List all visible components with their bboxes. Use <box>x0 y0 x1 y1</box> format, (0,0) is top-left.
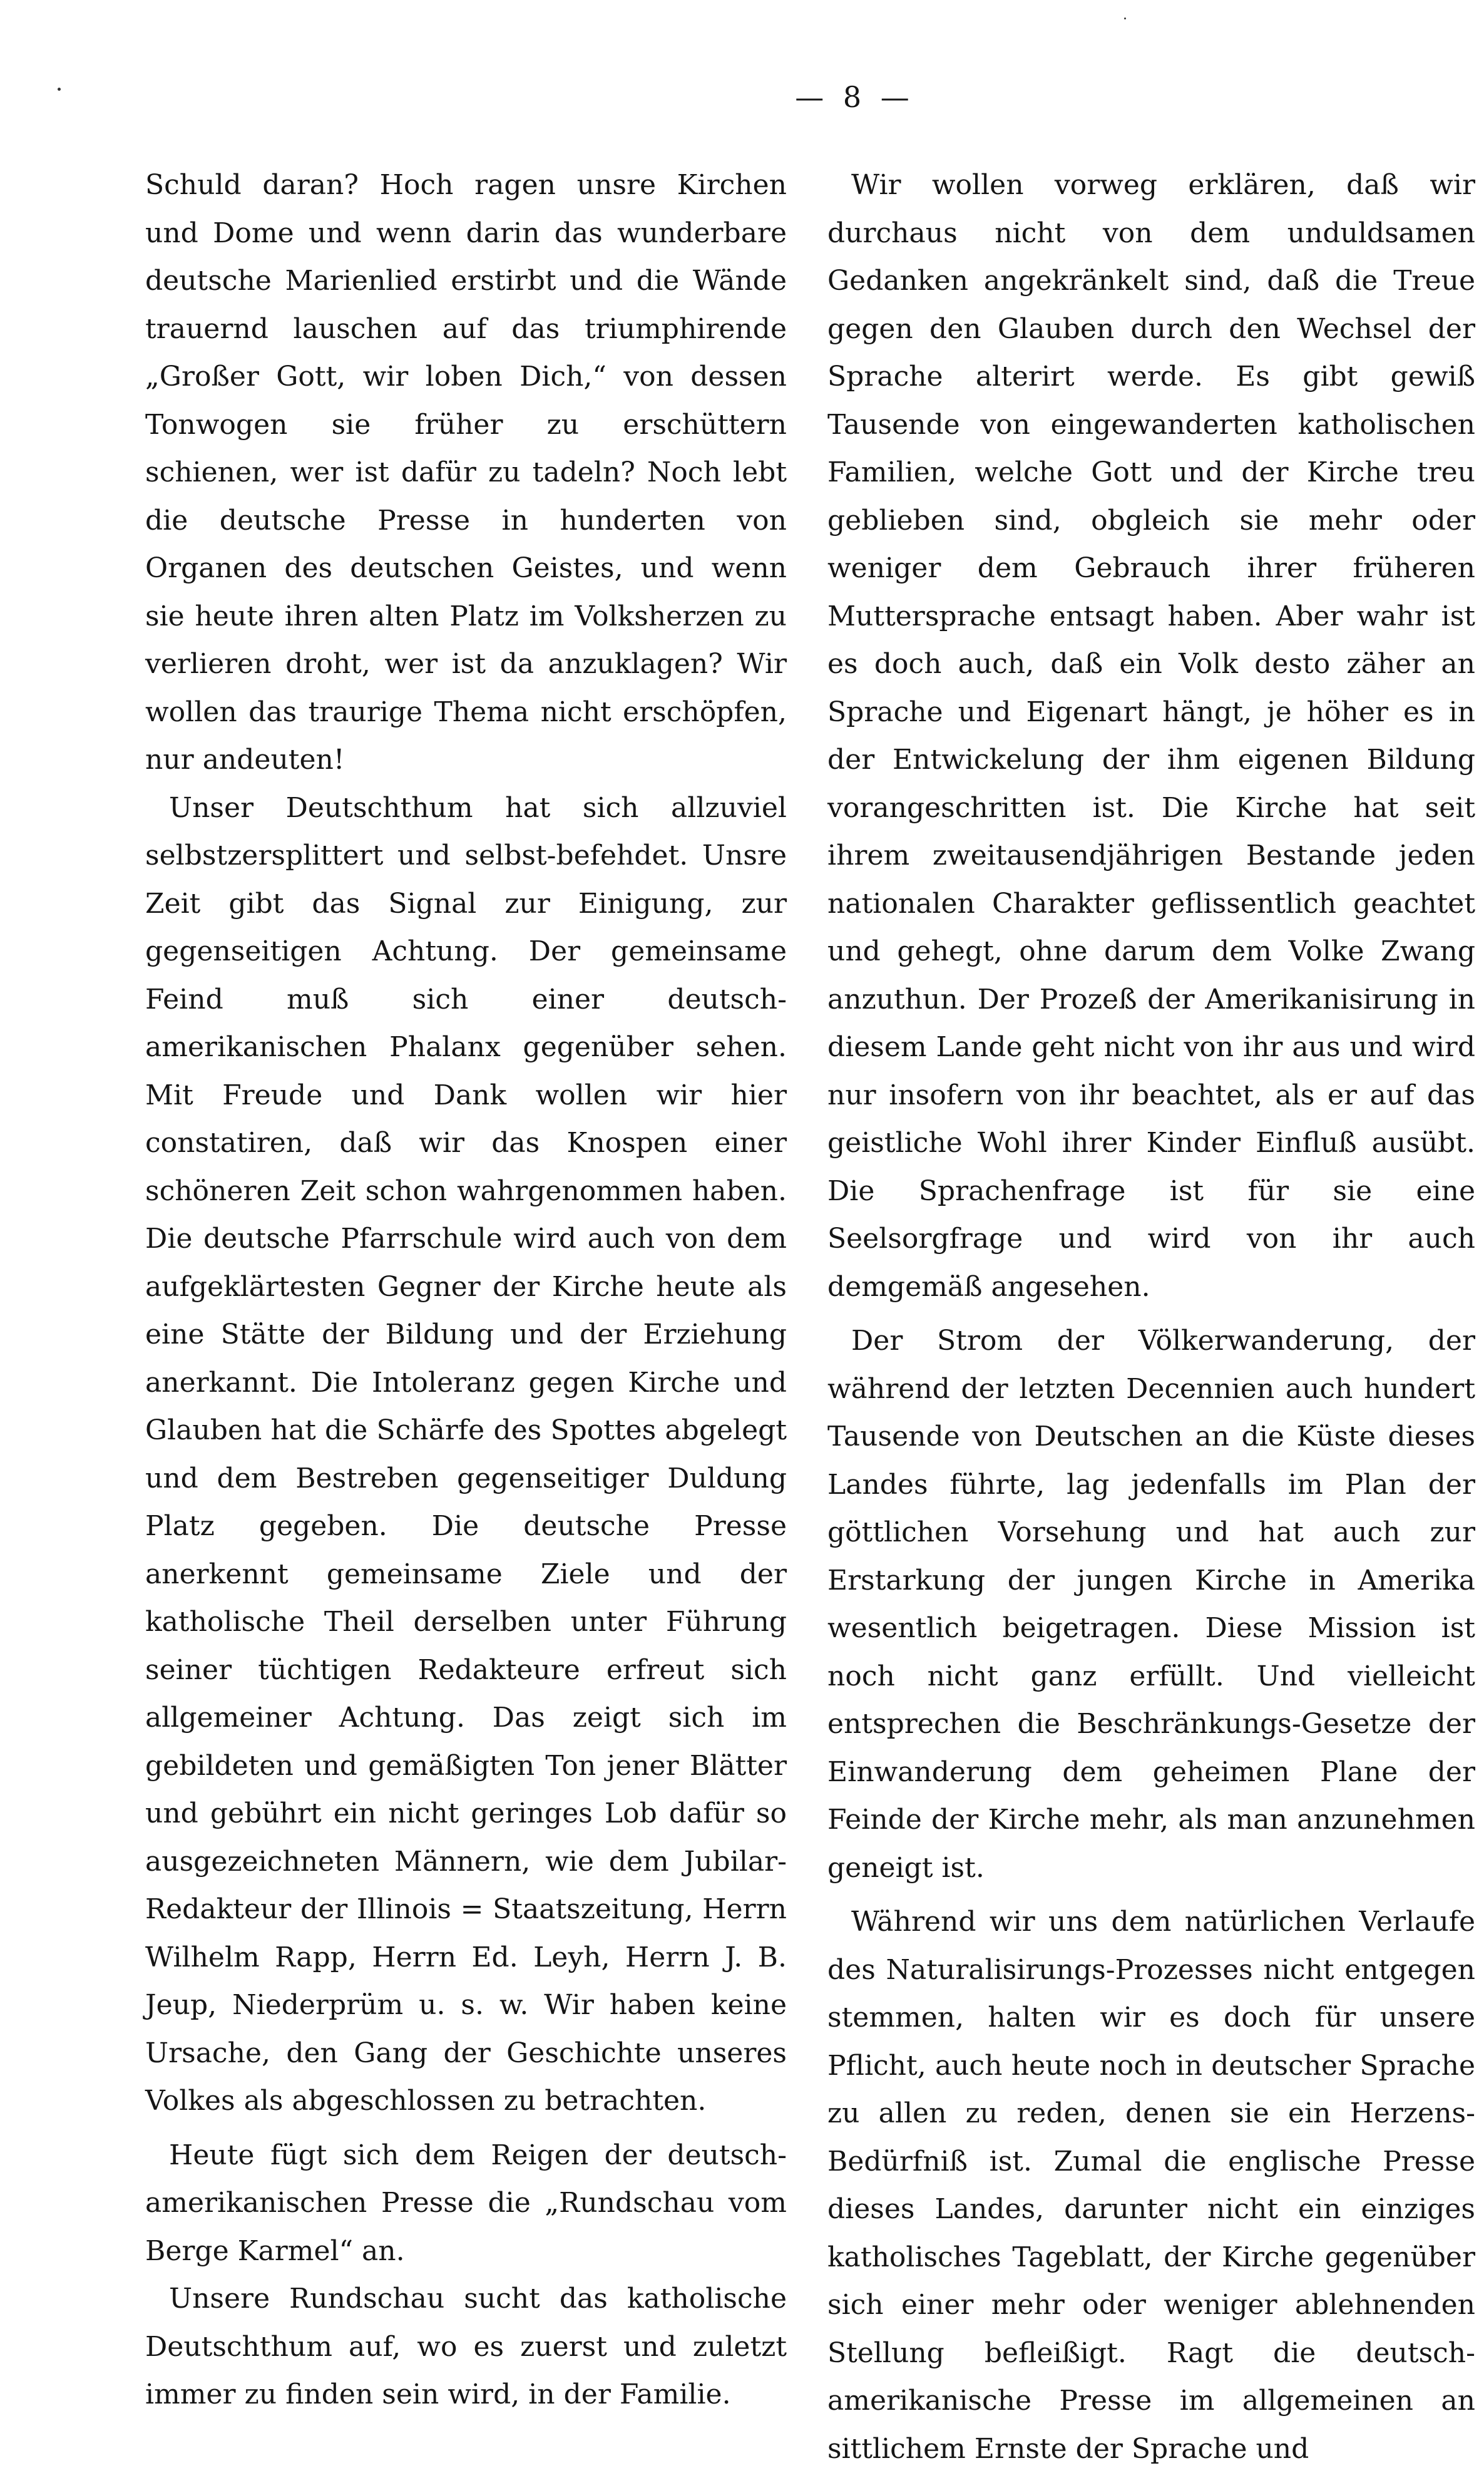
print-speck <box>58 88 61 91</box>
left-paragraph-1: Schuld daran? Hoch ragen unsre Kirchen und Dome und wenn darin das wunderbare deutsche Marienlied erstirbt und die Wände trauernd lauschen auf das triumphirende „Großer Gott, wir loben Dich,“ von dessen Tonwogen sie früher zu erschüttern schienen, wer ist dafür zu tadeln? Noch lebt die deutsche Presse in hunderten von Organen des deutschen Geistes, und wenn sie heute ihren alten Platz im Volksherzen zu verlieren droht, wer ist da anzuklagen? Wir wollen das traurige Thema nicht erschöpfen, nur andeuten! <box>145 169 787 776</box>
print-speck <box>1124 18 1126 19</box>
left-paragraph-2: Unser Deutschthum hat sich allzuviel selbstzersplittert und selbst-befehdet. Unsre Zeit gibt das Signal zur Einigung, zur gegenseitigen Achtung. Der gemeinsame Feind muß sich einer deutsch-amerikanischen Phalanx gegenüber sehen. Mit Freude und Dank wollen wir hier constatiren, daß wir das Knospen einer schöneren Zeit schon wahrgenommen haben. Die deutsche Pfarrschule wird auch von dem aufgeklärtesten Gegner der Kirche heute als eine Stätte der Bildung und der Erziehung anerkannt. Die Intoleranz gegen Kirche und Glauben hat die Schärfe des Spottes abgelegt und dem Bestreben gegenseitiger Duldung Platz gegeben. Die deutsche Presse anerkennt gemeinsame Ziele und der katholische Theil derselben unter Führung seiner tüchtigen Redakteure erfreut sich allgemeiner Achtung. Das zeigt sich im gebildeten und gemäßigten Ton jener Blätter und gebührt ein nicht geringes Lob dafür so ausgezeichneten Männern, wie dem Jubilar-Redakteur der Illinois = Staatszeitung, Herrn Wilhelm Rapp, Herrn Ed. Leyh, Herrn J. B. Jeup, Niederprüm u. s. w. Wir haben keine Ursache, den Gang der Geschichte unseres Volkes als abgeschlossen zu betrachten. <box>145 791 787 2117</box>
right-paragraph-1: Wir wollen vorweg erklären, daß wir durchaus nicht von dem unduldsamen Gedanken angekränkelt sind, daß die Treue gegen den Glauben durch den Wechsel der Sprache alterirt werde. Es gibt gewiß Tausende von eingewanderten katholischen Familien, welche Gott und der Kirche treu geblieben sind, obgleich sie mehr oder weniger dem Gebrauch ihrer früheren Muttersprache entsagt haben. Aber wahr ist es doch auch, daß ein Volk desto zäher an Sprache und Eigenart hängt, je höher es in der Entwickelung der ihm eigenen Bildung vorangeschritten ist. Die Kirche hat seit ihrem zweitausendjährigen Bestande jeden nationalen Charakter geflissentlich geachtet und gehegt, ohne darum dem Volke Zwang anzuthun. Der Prozeß der Amerikanisirung in diesem Lande geht nicht von ihr aus und wird nur insofern von ihr beachtet, als er auf das geistliche Wohl ihrer Kinder Einfluß ausübt. Die Sprachenfrage ist für sie eine Seelsorgfrage und wird von ihr auch demgemäß angesehen. <box>827 169 1475 1303</box>
right-paragraph-2: Der Strom der Völkerwanderung, der während der letzten Decennien auch hundert Tausende von Deutschen an die Küste dieses Landes führte, lag jedenfalls im Plan der göttlichen Vorsehung und hat auch zur Erstarkung der jungen Kirche in Amerika wesentlich beigetragen. Diese Mission ist noch nicht ganz erfüllt. Und vielleicht entsprechen die Beschränkungs-Gesetze der Einwanderung dem geheimen Plane der Feinde der Kirche mehr, als man anzunehmen geneigt ist. <box>827 1325 1475 1884</box>
right-paragraph-3: Während wir uns dem natürlichen Verlaufe des Naturalisirungs-Prozesses nicht entgegen stemmen, halten wir es doch für unsere Pflicht, auch heute noch in deutscher Sprache zu allen zu reden, denen sie ein Herzens-Bedürfniß ist. Zumal die englische Presse dieses Landes, darunter nicht ein einziges katholisches Tageblatt, der Kirche gegenüber sich einer mehr oder weniger ablehnenden Stellung befleißigt. Ragt die deutsch-amerikanische Presse im allgemeinen an sittlichem Ernste der Sprache und <box>827 1906 1475 2465</box>
left-paragraph-4: Unsere Rundschau sucht das katholische Deutschthum auf, wo es zuerst und zuletzt immer zu finden sein wird, in der Familie. <box>145 2283 787 2410</box>
left-column <box>145 162 787 2419</box>
left-paragraph-3: Heute fügt sich dem Reigen der deutsch-amerikanischen Presse die „Rundschau vom Berge Karmel“ an. <box>145 2139 787 2267</box>
page-number: — 8 — <box>795 80 914 114</box>
right-column <box>827 162 1475 2473</box>
